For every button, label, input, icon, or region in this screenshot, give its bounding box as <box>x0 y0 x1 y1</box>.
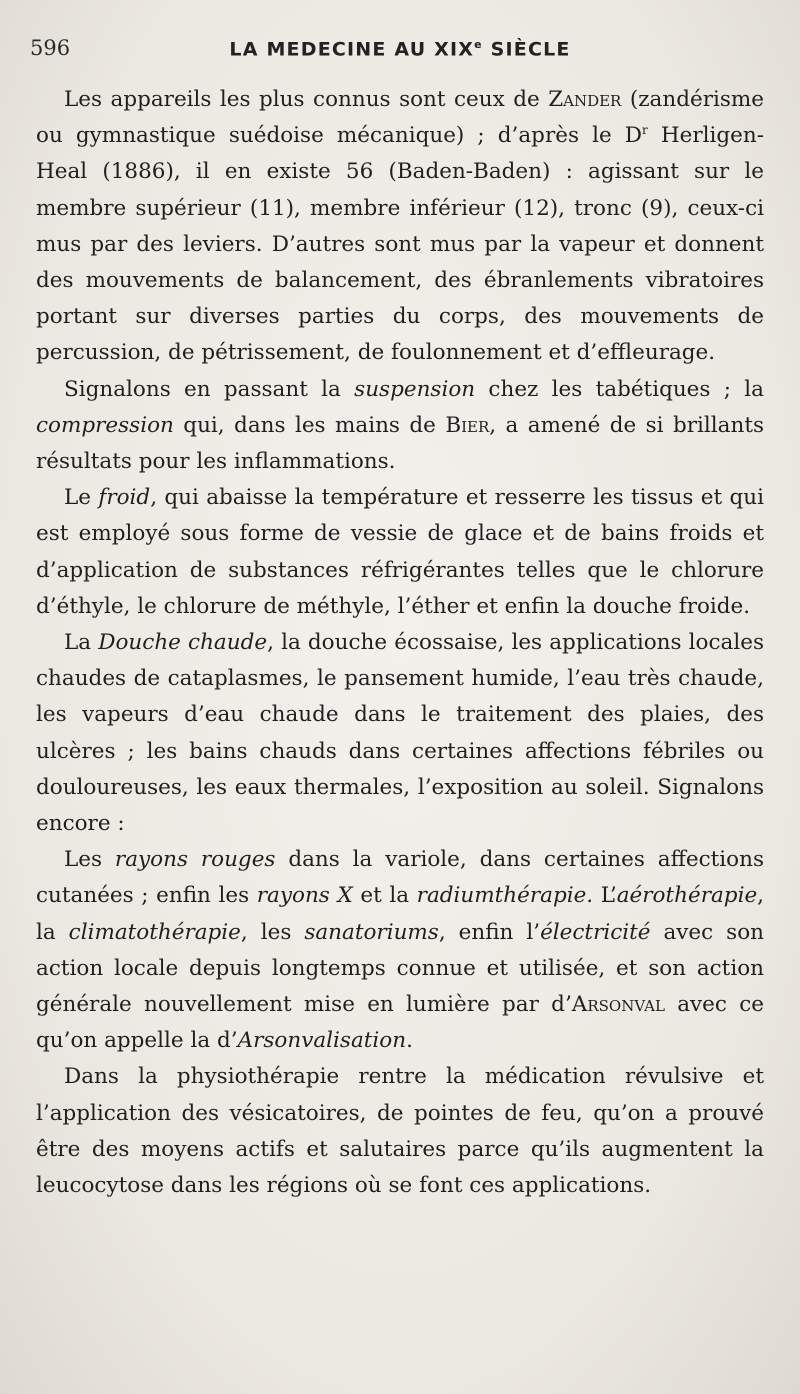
text-run: Le <box>64 485 99 511</box>
page-number: 596 <box>30 36 71 60</box>
page-header <box>30 36 770 72</box>
paragraph <box>36 480 764 625</box>
italic-run: climatothérapie <box>68 919 241 945</box>
text-run: avec ce qu’on appelle la d’ <box>36 992 764 1054</box>
italic-run: rayons rouges <box>114 847 276 873</box>
text-run: La <box>64 630 99 656</box>
text-run: , a amené de si brillants résultats pour les inflammations. <box>36 412 764 475</box>
superscript-run: r <box>642 123 648 138</box>
italic-run: froid <box>98 485 151 511</box>
text-run: qui, dans les mains de <box>173 412 446 438</box>
italic-run: aérothérapie <box>616 883 758 909</box>
running-head-prefix: LA MEDECINE AU XIX <box>229 38 475 61</box>
text-run: Signalons en passant la <box>64 376 355 402</box>
text-run: , les <box>240 919 305 945</box>
italic-run: électricité <box>540 919 651 945</box>
text-run: Dans la physiothérapie rentre la médication révulsive et l’application des vésicatoires, de pointes de feu, qu’on a prouvé être des moyens actifs et salutaires parce qu’ils augmentent la leucocytose dans les régions où se font ces applications. <box>36 1064 764 1199</box>
text-run: dans la variole, dans certaines affections cutanées ; enfin les <box>36 847 764 909</box>
italic-run: Arsonvalisation <box>237 1028 407 1054</box>
paragraph <box>36 842 764 1059</box>
italic-run: sanatoriums <box>304 919 439 945</box>
italic-run: Douche chaude <box>98 630 268 656</box>
page-body <box>36 82 764 1204</box>
italic-run: suspension <box>354 376 476 402</box>
small-caps-run: Arsonval <box>571 992 665 1018</box>
paragraph <box>36 372 764 481</box>
text-run: Herligen-Heal (1886), il en existe 56 (Baden-Baden) : agissant sur le membre supérieur (11), membre inférieur (12), tronc (9), ceux-ci mus par des leviers. D’autres sont mus par la vapeur et donnent des mouvements de balancement, des ébranlements vibratoires portant sur diverses parties du corps, des mouvements de percussion, de pétrissement, de foulonnement et d’effleurage. <box>36 123 764 366</box>
italic-run: rayons X <box>256 883 353 909</box>
small-caps-run: Zander <box>548 87 622 112</box>
text-run: L’ <box>593 883 617 909</box>
paragraph <box>36 82 764 372</box>
text-run: chez les tabétiques ; la <box>475 376 764 402</box>
text-run: , qui abaisse la température et resserre les tissus et qui est employé sous forme de vessie de glace et de bains froids et d’application de substances réfrigérantes telles que le chlorure d’éthyle, le chlorure de méthyle, l’éther et enfin la douche froide. <box>36 485 764 619</box>
running-head <box>30 38 770 60</box>
text-run: (zandérisme ou gymnastique suédoise mécanique) ; d’après le D <box>36 87 764 149</box>
paragraph <box>36 625 764 842</box>
text-run: , la <box>36 883 765 945</box>
text-run: , enfin l’ <box>438 919 541 945</box>
text-run: Les appareils les plus connus sont ceux de <box>64 87 549 112</box>
italic-run: radiumthérapie. <box>416 883 594 909</box>
running-head-suffix: SIÈCLE <box>482 38 571 61</box>
text-run: et la <box>352 883 417 909</box>
text-run: avec son action locale depuis longtemps connue et utilisée, et son action générale nouvellement mise en lumière par d’ <box>36 919 764 1018</box>
text-run: , la douche écossaise, les applications locales chaudes de cataplasmes, le pansement humide, l’eau très chaude, les vapeurs d’eau chaude dans le traitement des plaies, des ulcères ; les bains chauds dans certaines affections fébriles ou douloureuses, les eaux thermales, l’exposition au soleil. Signalons encore : <box>36 630 764 837</box>
text-run: . <box>406 1028 413 1054</box>
italic-run: compression <box>36 412 174 438</box>
text-run: Les <box>64 847 115 873</box>
running-head-superscript: e <box>474 38 483 51</box>
small-caps-run: Bier <box>445 412 490 438</box>
paragraph <box>36 1059 764 1204</box>
